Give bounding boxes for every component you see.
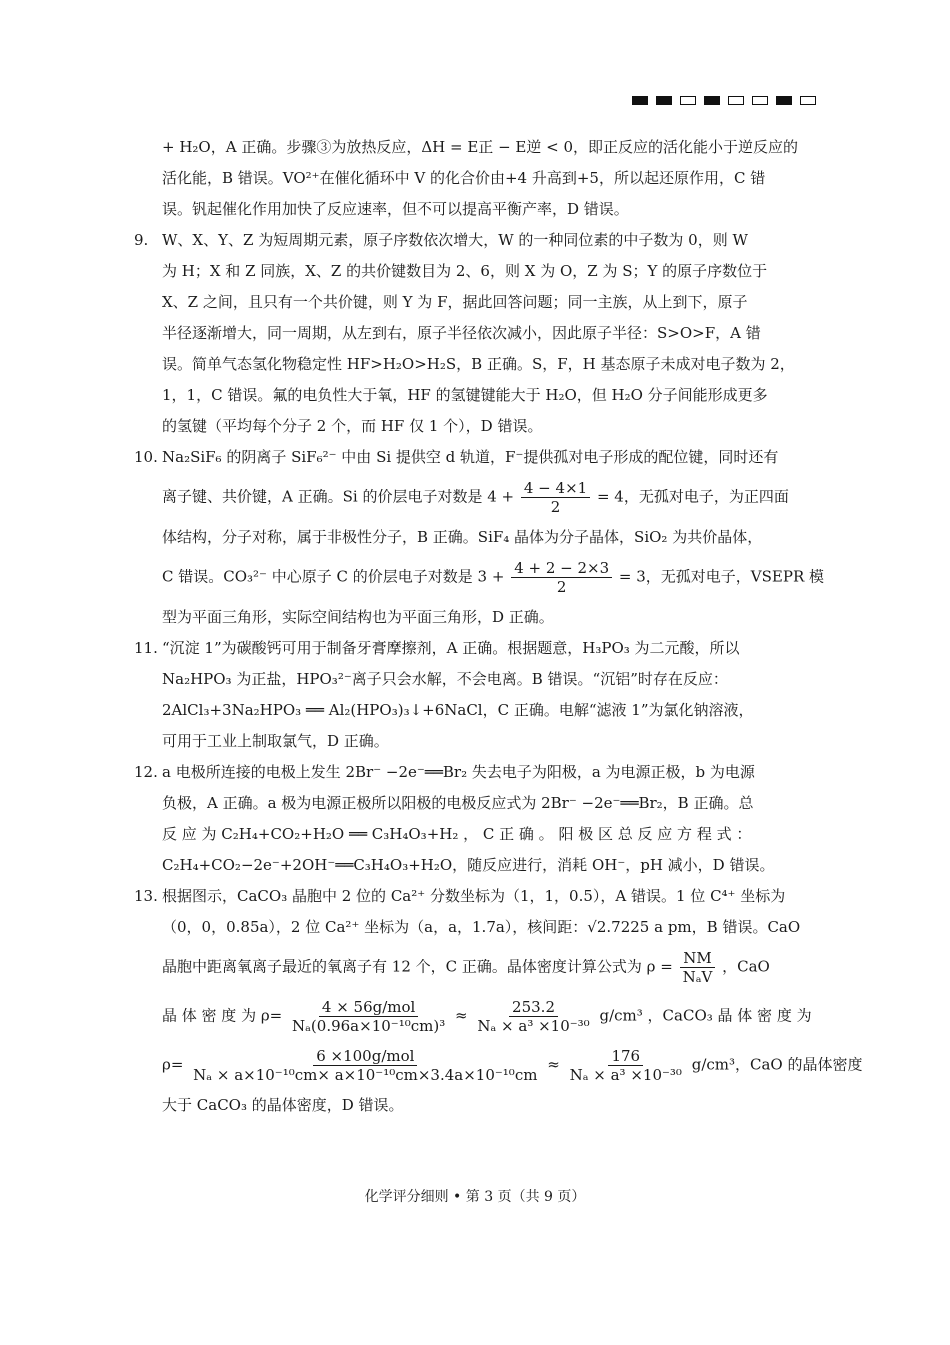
text-line: 可用于工业上制取氯气，D 正确。 — [162, 732, 389, 750]
numerator: 253.2 — [509, 998, 558, 1017]
question-number: 13. — [134, 887, 158, 905]
fraction — [511, 559, 612, 596]
text-segment: 晶胞中距离氧离子最近的氧离子有 12 个，C 正确。晶体密度计算公式为 ρ = — [162, 957, 673, 976]
text-line: 误。简单气态氢化物稳定性 HF>H₂O>H₂S，B 正确。S，F，H 基态原子未成对电子数为 2， — [162, 355, 795, 373]
text-segment: ≈ — [547, 1055, 560, 1074]
fraction — [680, 949, 716, 986]
text-line: C₂H₄+CO₂−2e⁻+2OH⁻══C₃H₄O₃+H₂O，随反应进行，消耗 OH⁻，pH 减小，D 错误。 — [162, 856, 775, 874]
question-11 — [134, 633, 816, 757]
question-number: 9. — [134, 231, 149, 249]
header-mark — [800, 96, 816, 105]
text-line: 为 H；X 和 Z 同族，X、Z 的共价键数目为 2、6，则 X 为 O，Z 为 S；Y 的原子序数位于 — [162, 262, 768, 280]
denominator: Nₐ × a×10⁻¹⁰cm× a×10⁻¹⁰cm×3.4a×10⁻¹⁰cm — [193, 1066, 538, 1084]
page-footer: 化学评分细则 • 第 3 页（共 9 页） — [364, 1189, 586, 1205]
formula-line — [162, 992, 816, 1041]
fraction — [190, 1047, 540, 1084]
numerator: 4 + 2 − 2×3 — [511, 559, 612, 578]
q8-continuation — [134, 132, 816, 225]
text-segment: 离子键、共价键，A 正确。Si 的价层电子对数是 4 + — [162, 487, 515, 506]
text-line: 的氢键（平均每个分子 2 个，而 HF 仅 1 个），D 错误。 — [162, 417, 543, 435]
formula-line — [162, 473, 816, 522]
text-line: Na₂HPO₃ 为正盐，HPO₃²⁻离子只会水解，不会电离。B 错误。“沉铝”时存在反应： — [162, 670, 728, 688]
text-segment: = 4，无孤对电子，为正四面 — [596, 487, 789, 506]
header-mark — [632, 96, 648, 105]
header-mark — [728, 96, 744, 105]
question-number: 11. — [134, 639, 158, 657]
denominator: NₐV — [682, 968, 713, 986]
question-10 — [134, 442, 825, 633]
text-line: 半径逐渐增大，同一周期，从左到右，原子半径依次减小，因此原子半径：S>O>F，A 错 — [162, 324, 761, 342]
text-line: a 电极所连接的电极上发生 2Br⁻ −2e⁻══Br₂ 失去电子为阳极，a 为电源正极，b 为电源 — [162, 763, 755, 781]
denominator: Nₐ × a³ ×10⁻³⁰ — [569, 1066, 682, 1084]
formula-line — [162, 553, 825, 602]
question-number: 12. — [134, 763, 158, 781]
numerator: 176 — [608, 1047, 643, 1066]
formula-line — [162, 943, 816, 992]
header-mark — [656, 96, 672, 105]
text-segment: g/cm³，CaO 的晶体密度 — [691, 1055, 863, 1074]
text-line: 误。钒起催化作用加快了反应速率，但不可以提高平衡产率，D 错误。 — [162, 200, 629, 218]
text-line: 型为平面三角形，实际空间结构也为平面三角形，D 正确。 — [162, 608, 554, 626]
text-line: （0，0，0.85a），2 位 Ca²⁺ 坐标为（a，a，1.7a），核间距：√2.7225 a pm，B 错误。CaO — [162, 918, 801, 936]
header-progress-marks — [632, 96, 816, 105]
text-segment: C 错误。CO₃²⁻ 中心原子 C 的价层电子对数是 3 + — [162, 567, 505, 586]
text-segment: g/cm³ ，CaCO₃ 晶 体 密 度 为 — [599, 1006, 812, 1025]
question-12 — [134, 757, 816, 881]
header-mark — [776, 96, 792, 105]
fraction — [567, 1047, 685, 1084]
text-segment: = 3，无孤对电子，VSEPR 模 — [618, 567, 825, 586]
text-line: + H₂O，A 正确。步骤③为放热反应，ΔH = E正 − E逆 < 0，即正反应的活化能小于逆反应的 — [162, 138, 799, 156]
text-segment: 晶 体 密 度 为 ρ= — [162, 1006, 283, 1025]
answer-text — [134, 132, 863, 1121]
text-line: X、Z 之间，且只有一个共价键，则 Y 为 F，据此回答问题；同一主族，从上到下，原子 — [162, 293, 748, 311]
numerator: NM — [680, 949, 714, 968]
numerator: 6 ×100g/mol — [313, 1047, 417, 1066]
text-line: 反 应 为 C₂H₄+CO₂+H₂O ══ C₃H₄O₃+H₂ ， C 正 确 。 阳 极 区 总 反 应 方 程 式 ： — [162, 825, 752, 843]
numerator: 4 × 56g/mol — [319, 998, 418, 1017]
header-mark — [680, 96, 696, 105]
text-line: 根据图示，CaCO₃ 晶胞中 2 位的 Ca²⁺ 分数坐标为（1，1，0.5），A 错误。1 位 C⁴⁺ 坐标为 — [162, 887, 786, 905]
text-line: 2AlCl₃+3Na₂HPO₃ ══ Al₂(HPO₃)₃↓+6NaCl，C 正确。电解“滤液 1”为氯化钠溶液， — [162, 701, 754, 719]
denominator: Nₐ(0.96a×10⁻¹⁰cm)³ — [292, 1017, 446, 1035]
question-9 — [134, 225, 816, 442]
text-line: 1，1，C 错误。氟的电负性大于氧，HF 的氢键键能大于 H₂O，但 H₂O 分子间能形成更多 — [162, 386, 768, 404]
text-line: 体结构，分子对称，属于非极性分子，B 正确。SiF₄ 晶体为分子晶体，SiO₂ 为共价晶体， — [162, 528, 763, 546]
text-segment: ≈ — [455, 1006, 468, 1025]
denominator: 2 — [550, 498, 561, 516]
text-line: 大于 CaCO₃ 的晶体密度，D 错误。 — [162, 1096, 404, 1114]
text-line: “沉淀 1”为碳酸钙可用于制备牙膏摩擦剂，A 正确。根据题意，H₃PO₃ 为二元酸，所以 — [162, 639, 740, 657]
text-segment: ρ= — [162, 1055, 184, 1074]
denominator: 2 — [556, 578, 567, 596]
text-segment: ，CaO — [722, 957, 770, 976]
formula-line — [162, 1041, 863, 1090]
text-line: 活化能，B 错误。VO²⁺在催化循环中 V 的化合价由+4 升高到+5，所以起还原作用，C 错 — [162, 169, 766, 187]
header-mark — [704, 96, 720, 105]
numerator: 4 − 4×1 — [521, 479, 590, 498]
text-line: W、X、Y、Z 为短周期元素，原子序数依次增大，W 的一种同位素的中子数为 0，则 W — [162, 231, 748, 249]
text-line: Na₂SiF₆ 的阴离子 SiF₆²⁻ 中由 Si 提供空 d 轨道，F⁻提供孤对电子形成的配位键，同时还有 — [162, 448, 779, 466]
fraction — [474, 998, 592, 1035]
header-mark — [752, 96, 768, 105]
fraction — [289, 998, 448, 1035]
question-13 — [134, 881, 863, 1121]
fraction — [521, 479, 590, 516]
text-line: 负极，A 正确。a 极为电源正极所以阳极的电极反应式为 2Br⁻ −2e⁻══Br₂，B 正确。总 — [162, 794, 754, 812]
denominator: Nₐ × a³ ×10⁻³⁰ — [477, 1017, 590, 1035]
question-number: 10. — [134, 448, 158, 466]
